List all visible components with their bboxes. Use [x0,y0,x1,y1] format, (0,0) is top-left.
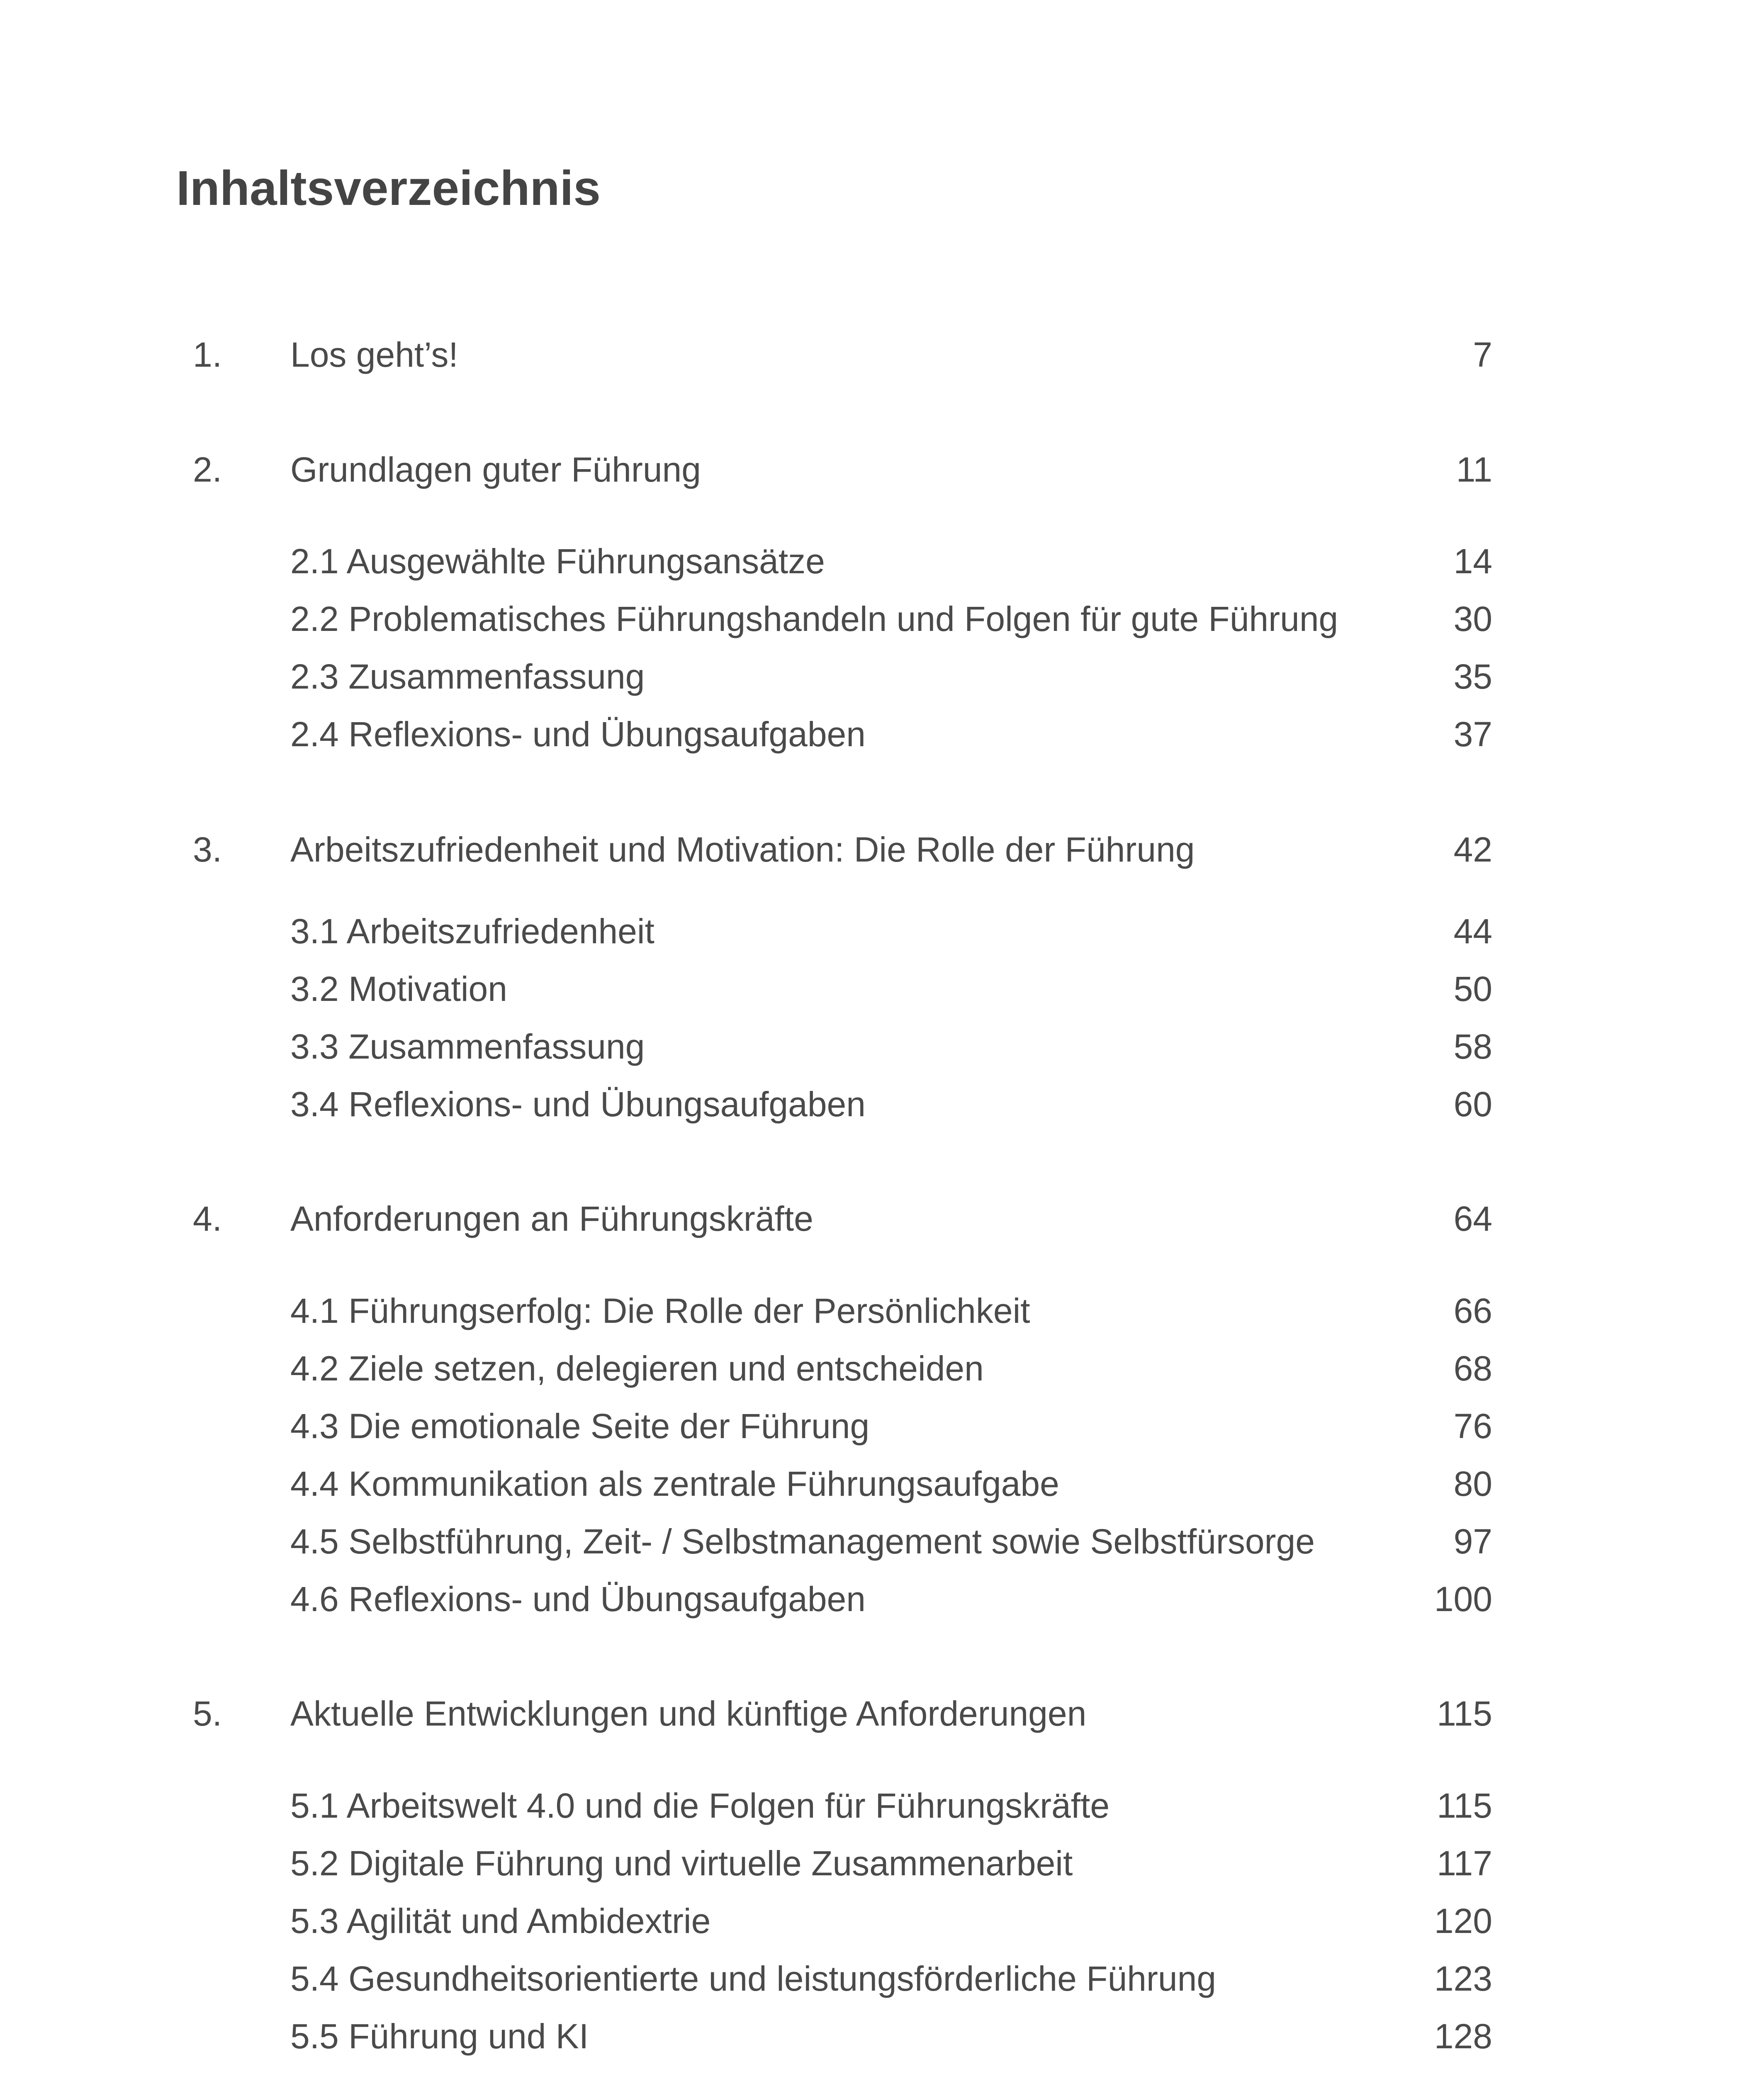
chapter-page-number: 7 [1473,335,1492,374]
section-page-number: 76 [1453,1407,1492,1446]
section-title: 5.2 Digitale Führung und virtuelle Zusammenarbeit [290,1844,1073,1883]
section-title: 5.4 Gesundheitsorientierte und leistungsförderliche Führung [290,1959,1217,1998]
toc-section [0,1954,1764,2003]
section-page-number: 66 [1453,1291,1492,1330]
toc-section [0,1838,1764,1888]
chapter-title: Grundlagen guter Führung [290,450,701,489]
chapter-title: Arbeitszufriedenheit und Motivation: Die Rolle der Führung [290,830,1195,869]
section-page-number: 37 [1453,715,1492,754]
chapter-page-number: 64 [1453,1199,1492,1238]
chapter-title: Aktuelle Entwicklungen und künftige Anforderungen [290,1694,1087,1733]
chapter-page-number: 11 [1456,450,1492,489]
toc-chapter-4 [0,1194,1764,1244]
section-page-number: 50 [1453,969,1492,1008]
section-title: 5.1 Arbeitswelt 4.0 und die Folgen für Führungskräfte [290,1786,1110,1825]
section-title: 5.5 Führung und KI [290,2017,589,2056]
chapter-number: 2. [193,450,222,489]
section-title: 3.4 Reflexions- und Übungsaufgaben [290,1085,866,1124]
chapter-title: Los geht’s! [290,335,458,374]
toc-section [0,1344,1764,1393]
toc-section [0,2069,1764,2074]
section-page-number [1434,2069,1492,2074]
toc-section [0,1401,1764,1451]
section-title: 4.5 Selbstführung, Zeit- / Selbstmanagement sowie Selbstfürsorge [290,1522,1315,1561]
toc-section [0,1022,1764,1071]
chapter-page-number: 115 [1437,1694,1492,1733]
chapter-number: 1. [193,335,222,374]
section-page-number: 30 [1453,599,1492,638]
section-page-number: 68 [1453,1349,1492,1388]
toc-chapter-5 [0,1689,1764,1738]
section-title: 2.3 Zusammenfassung [290,657,645,696]
toc-section [0,594,1764,644]
chapter-number: 3. [193,830,222,869]
toc-chapter-3 [0,825,1764,874]
toc-section [0,1896,1764,1946]
section-title: 4.3 Die emotionale Seite der Führung [290,1407,870,1446]
section-page-number: 123 [1434,1959,1492,1998]
chapter-title: Anforderungen an Führungskräfte [290,1199,813,1238]
toc-section [0,1286,1764,1336]
chapter-number: 4. [193,1199,222,1238]
toc-section [0,1079,1764,1129]
section-title: 3.1 Arbeitszufriedenheit [290,912,655,951]
section-page-number: 60 [1453,1085,1492,1124]
section-page-number: 115 [1437,1786,1492,1825]
toc-section [0,964,1764,1014]
section-page-number: 100 [1434,1580,1492,1619]
chapter-page-number: 42 [1453,830,1492,869]
toc-section [0,1574,1764,1624]
chapter-number: 5. [193,1694,222,1733]
section-title: 2.2 Problematisches Führungshandeln und Folgen für gute Führung [290,599,1338,638]
section-title: 5.3 Agilität und Ambidextrie [290,1901,711,1940]
section-title: 3.2 Motivation [290,969,507,1008]
section-page-number: 80 [1453,1464,1492,1503]
section-page-number: 117 [1437,1844,1492,1883]
toc-section [0,709,1764,759]
toc-chapter-1 [0,330,1764,380]
toc-section [0,1517,1764,1566]
section-title: 3.3 Zusammenfassung [290,1027,645,1066]
section-title: 4.6 Reflexions- und Übungsaufgaben [290,1580,866,1619]
toc-section [0,906,1764,956]
section-title: 2.4 Reflexions- und Übungsaufgaben [290,715,866,754]
toc-section [0,2011,1764,2061]
page-title: Inhaltsverzeichnis [176,161,601,216]
section-title: 2.1 Ausgewählte Führungsansätze [290,542,825,581]
section-page-number: 120 [1434,1901,1492,1940]
section-page-number: 14 [1453,542,1492,581]
toc-section [0,652,1764,701]
section-page-number: 35 [1453,657,1492,696]
section-page-number: 128 [1434,2017,1492,2056]
toc-chapter-2 [0,445,1764,494]
section-title: 4.2 Ziele setzen, delegieren und entscheiden [290,1349,984,1388]
section-title: 4.4 Kommunikation als zentrale Führungsaufgabe [290,1464,1059,1503]
toc-section [0,1459,1764,1509]
toc-section [0,536,1764,586]
section-page-number: 44 [1453,912,1492,951]
section-page-number: 97 [1453,1522,1492,1561]
section-page-number: 58 [1453,1027,1492,1066]
section-title [290,2069,645,2074]
section-title: 4.1 Führungserfolg: Die Rolle der Persönlichkeit [290,1291,1030,1330]
toc-section [0,1781,1764,1831]
